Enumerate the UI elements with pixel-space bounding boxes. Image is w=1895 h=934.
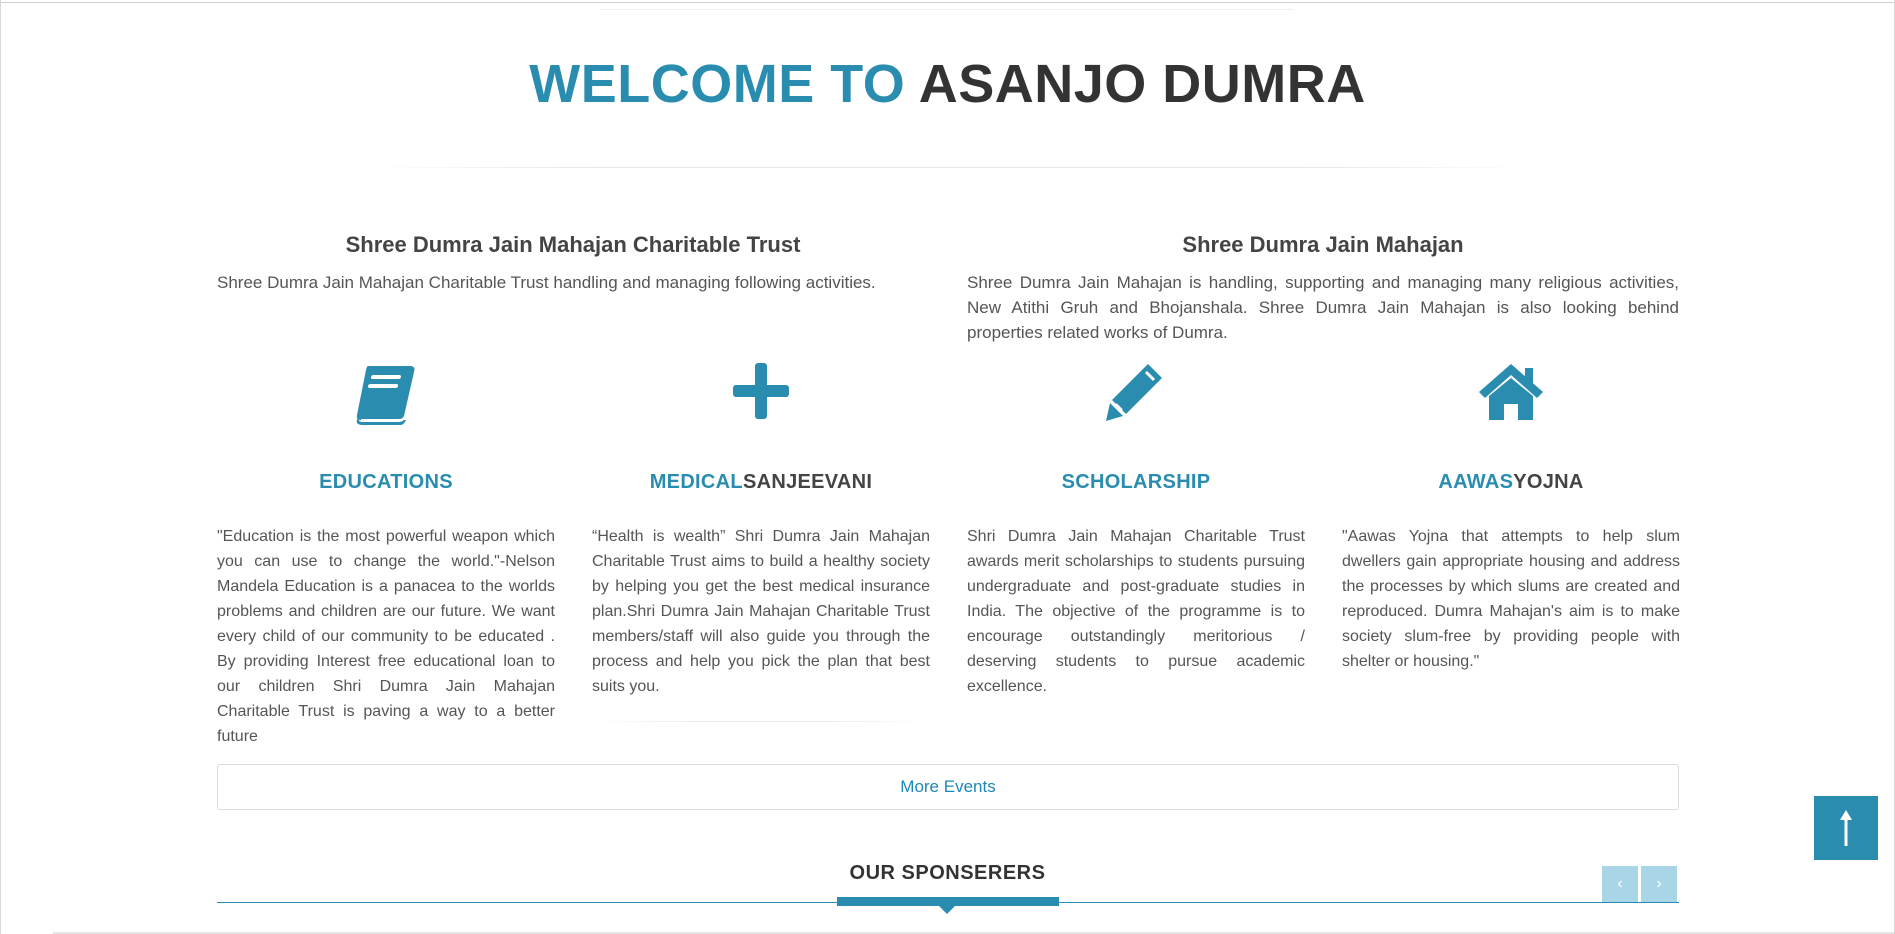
- feature-scholarship-title: [967, 470, 1305, 494]
- feature-aawas-yojna-text: "Aawas Yojna that attempts to help slum dwellers gain appropriate housing and address the processes by which slums are created and reproduced. Dumra Mahajan's aim is to make society slum-free by providing people with shelter or housing.": [1342, 528, 1680, 670]
- sponsors-prev-button[interactable]: [1602, 866, 1638, 902]
- chevron-right-icon: ›: [1656, 875, 1662, 892]
- intro-jain-mahajan-title: Shree Dumra Jain Mahajan: [1182, 232, 1464, 257]
- feature-scholarship: [967, 358, 1305, 699]
- home-icon: [1471, 358, 1551, 428]
- feature-aawas-yojna-title: [1342, 470, 1680, 494]
- top-border: [1, 2, 1894, 3]
- welcome-divider: [371, 167, 1531, 168]
- chevron-left-icon: ‹: [1617, 875, 1623, 892]
- feature-medical-sanjeevani-title: [592, 470, 930, 494]
- feature-aawas-title-dark: YOJNA: [1513, 471, 1584, 493]
- intro-charitable-trust: [217, 232, 929, 295]
- sponsors-title-underline: [837, 897, 1059, 906]
- welcome-accent: WELCOME TO: [529, 54, 906, 114]
- top-divider: [601, 9, 1294, 10]
- pencil-icon: [1096, 358, 1176, 428]
- feature-medical-sanjeevani: [592, 358, 930, 722]
- welcome-site-name: ASANJO DUMRA: [918, 54, 1366, 114]
- intro-charitable-trust-title: Shree Dumra Jain Mahajan Charitable Trust: [345, 232, 801, 257]
- plus-icon: [721, 358, 801, 428]
- feature-educations-title: [217, 470, 555, 494]
- more-events-button[interactable]: More Events: [217, 764, 1679, 810]
- feature-educations-title-accent: EDUCATIONS: [319, 471, 453, 493]
- intro-jain-mahajan: [967, 232, 1679, 345]
- feature-scholarship-title-accent: SCHOLARSHIP: [1061, 471, 1211, 493]
- feature-medical-title-accent: MEDICAL: [649, 471, 743, 493]
- sponsors-next-button[interactable]: [1641, 866, 1677, 902]
- intro-charitable-trust-text: Shree Dumra Jain Mahajan Charitable Trust handling and managing following activities.: [217, 273, 876, 292]
- welcome-heading: [1, 52, 1894, 116]
- feature-aawas-yojna: [1342, 358, 1680, 674]
- feature-educations-text: "Education is the most powerful weapon which you can use to change the world."-Nelson Mandela Education is a panacea to the worlds problems and children are our future. We want every child of our community to be educated . By providing Interest free educational loan to our children Shri Dumra Jain Mahajan Charitable Trust is paving a way to a better future: [217, 528, 555, 745]
- feature-educations: [217, 358, 555, 772]
- feature-medical-title-dark: SANJEEVANI: [742, 471, 873, 493]
- sponsors-title: OUR SPONSERERS: [849, 862, 1046, 884]
- feature-aawas-title-accent: AAWAS: [1438, 471, 1514, 493]
- sponsors-caret: [939, 906, 955, 914]
- book-icon: [346, 358, 426, 428]
- feature-scholarship-text: Shri Dumra Jain Mahajan Charitable Trust awards merit scholarships to students pursuing undergraduate and post-graduate studies in India. The objective of the programme is to encourage outstandingly meritorious / deserving students to pursue academic excellence.: [967, 528, 1305, 695]
- intro-jain-mahajan-text: Shree Dumra Jain Mahajan is handling, supporting and managing many religious activities, New Atithi Gruh and Bhojanshala. Shree Dumra Jain Mahajan is also looking behind properties related works of Dumra.: [967, 273, 1679, 342]
- arrow-up-icon: [1814, 796, 1878, 860]
- scroll-to-top-button[interactable]: [1814, 796, 1878, 860]
- feature-medical-divider: [592, 721, 930, 722]
- feature-medical-sanjeevani-text: “Health is wealth” Shri Dumra Jain Mahajan Charitable Trust aims to build a healthy society by helping you get the best medical insurance plan.Shri Dumra Jain Mahajan Charitable Trust members/staff will also guide you through the process and help you pick the plan that best suits you.: [592, 528, 930, 695]
